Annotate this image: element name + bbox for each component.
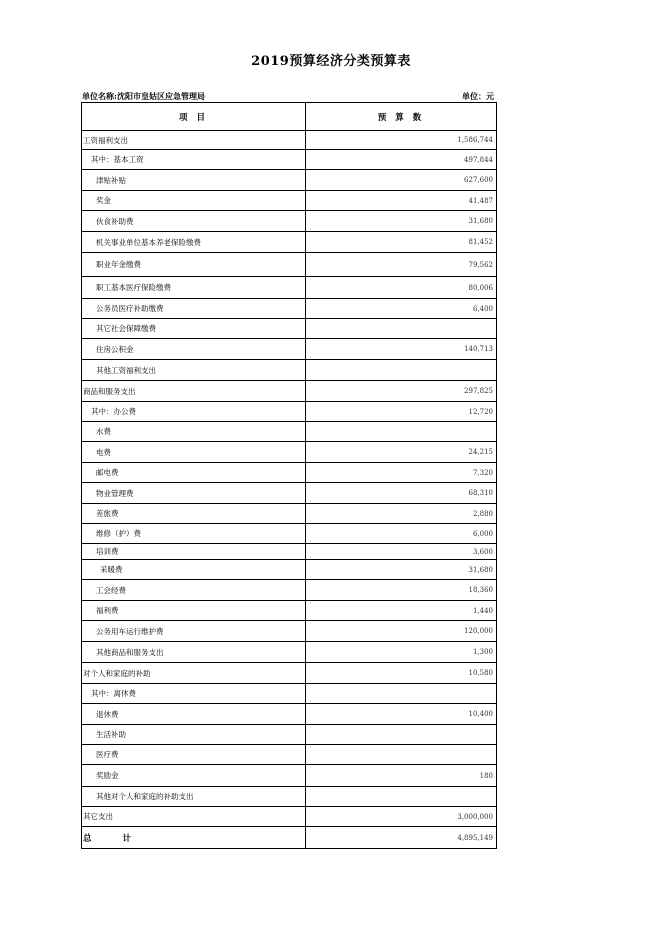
table-row — [82, 131, 497, 150]
table-row — [82, 381, 497, 402]
row-amount — [306, 360, 497, 381]
row-label: 津贴补贴 — [82, 170, 306, 191]
row-label: 其中：基本工资 — [82, 150, 306, 170]
row-label: 福利费 — [82, 601, 306, 621]
row-label: 总 计 — [82, 827, 306, 849]
row-amount: 6,000 — [306, 524, 497, 544]
row-label: 电费 — [82, 442, 306, 463]
table-row — [82, 170, 497, 191]
table-row — [82, 277, 497, 299]
table-row — [82, 684, 497, 704]
row-amount: 10,400 — [306, 704, 497, 725]
row-label: 奖励金 — [82, 765, 306, 787]
row-label: 职工基本医疗保险缴费 — [82, 277, 306, 299]
row-amount: 31,680 — [306, 211, 497, 232]
unit-name: 单位名称:沈阳市皇姑区应急管理局 — [82, 91, 205, 101]
table-row — [82, 725, 497, 745]
row-label: 伙食补助费 — [82, 211, 306, 232]
row-amount: 18,360 — [306, 580, 497, 601]
row-amount: 79,562 — [306, 253, 497, 277]
row-label: 其他对个人和家庭的补助支出 — [82, 787, 306, 807]
row-amount: 31,680 — [306, 560, 497, 580]
row-amount: 10,580 — [306, 663, 497, 684]
row-amount: 497,844 — [306, 150, 497, 170]
table-row — [82, 621, 497, 642]
row-label: 工资福利支出 — [82, 131, 306, 150]
row-label: 水费 — [82, 422, 306, 442]
row-amount — [306, 725, 497, 745]
table-row — [82, 483, 497, 504]
table-row — [82, 319, 497, 339]
row-label: 差旅费 — [82, 504, 306, 524]
row-label: 培训费 — [82, 544, 306, 560]
row-amount — [306, 787, 497, 807]
row-amount: 180 — [306, 765, 497, 787]
row-label: 机关事业单位基本养老保险缴费 — [82, 232, 306, 253]
table-row — [82, 704, 497, 725]
table-row — [82, 663, 497, 684]
table-row — [82, 560, 497, 580]
row-label: 奖金 — [82, 191, 306, 211]
row-label: 职业年金缴费 — [82, 253, 306, 277]
row-label: 其中：离休费 — [82, 684, 306, 704]
row-amount: 627,600 — [306, 170, 497, 191]
row-label: 医疗费 — [82, 745, 306, 765]
row-label: 其他工资福利支出 — [82, 360, 306, 381]
row-amount: 140,713 — [306, 339, 497, 360]
table-row — [82, 253, 497, 277]
table-row — [82, 402, 497, 422]
row-label: 其它支出 — [82, 807, 306, 827]
row-amount: 24,215 — [306, 442, 497, 463]
table-row — [82, 787, 497, 807]
row-label: 维修（护）费 — [82, 524, 306, 544]
table-row — [82, 191, 497, 211]
budget-table — [81, 102, 497, 849]
table-row — [82, 524, 497, 544]
row-label: 采暖费 — [82, 560, 306, 580]
row-amount: 3,600 — [306, 544, 497, 560]
row-label: 其他商品和服务支出 — [82, 642, 306, 663]
row-amount: 7,320 — [306, 463, 497, 483]
table-row — [82, 601, 497, 621]
row-label: 商品和服务支出 — [82, 381, 306, 402]
row-amount — [306, 684, 497, 704]
table-row — [82, 360, 497, 381]
table-row — [82, 422, 497, 442]
row-amount: 297,825 — [306, 381, 497, 402]
table-row — [82, 232, 497, 253]
row-label: 其它社会保障缴费 — [82, 319, 306, 339]
total-row — [82, 827, 497, 849]
header-amount: 预 算 数 — [306, 103, 497, 131]
row-label: 对个人和家庭的补助 — [82, 663, 306, 684]
row-amount: 1,300 — [306, 642, 497, 663]
table-row — [82, 150, 497, 170]
row-amount — [306, 422, 497, 442]
table-row — [82, 299, 497, 319]
table-row — [82, 463, 497, 483]
currency-unit: 单位：元 — [462, 91, 494, 101]
row-label: 公务员医疗补助缴费 — [82, 299, 306, 319]
table-header-row — [82, 103, 497, 131]
row-amount: 1,586,744 — [306, 131, 497, 150]
row-label: 其中：办公费 — [82, 402, 306, 422]
table-row — [82, 642, 497, 663]
row-label: 物业管理费 — [82, 483, 306, 504]
row-amount: 41,487 — [306, 191, 497, 211]
table-row — [82, 745, 497, 765]
header-item: 项 目 — [82, 103, 306, 131]
row-amount: 4,895,149 — [306, 827, 497, 849]
table-row — [82, 807, 497, 827]
row-amount: 68,310 — [306, 483, 497, 504]
row-amount: 120,000 — [306, 621, 497, 642]
row-label: 公务用车运行维护费 — [82, 621, 306, 642]
row-amount: 1,440 — [306, 601, 497, 621]
table-row — [82, 211, 497, 232]
row-amount — [306, 745, 497, 765]
row-label: 住房公积金 — [82, 339, 306, 360]
table-row — [82, 339, 497, 360]
row-amount: 6,400 — [306, 299, 497, 319]
table-row — [82, 504, 497, 524]
row-amount: 81,452 — [306, 232, 497, 253]
row-amount: 3,000,000 — [306, 807, 497, 827]
row-amount: 12,720 — [306, 402, 497, 422]
row-label: 退休费 — [82, 704, 306, 725]
row-label: 工会经费 — [82, 580, 306, 601]
table-row — [82, 544, 497, 560]
row-amount — [306, 319, 497, 339]
table-row — [82, 442, 497, 463]
page-title: 2019预算经济分类预算表 — [251, 54, 411, 69]
table-row — [82, 580, 497, 601]
table-row — [82, 765, 497, 787]
row-label: 邮电费 — [82, 463, 306, 483]
row-label: 生活补助 — [82, 725, 306, 745]
row-amount: 80,006 — [306, 277, 497, 299]
row-amount: 2,880 — [306, 504, 497, 524]
